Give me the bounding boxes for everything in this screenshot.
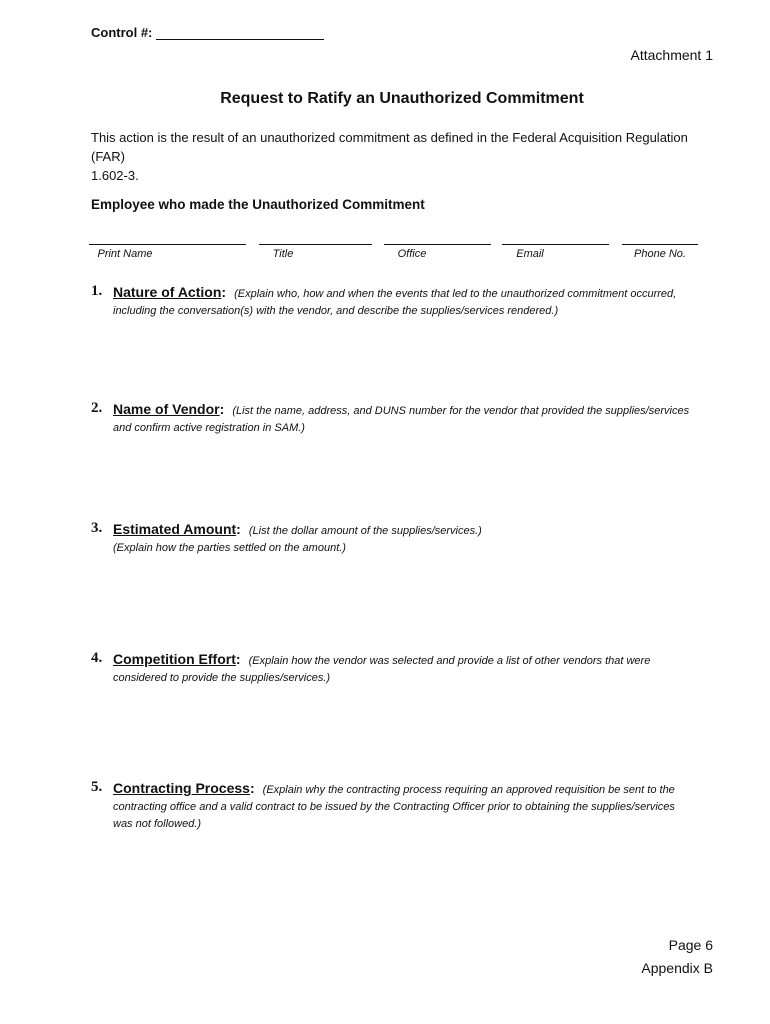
form-title: Request to Ratify an Unauthorized Commitment	[220, 90, 584, 107]
appendix-label: Appendix B	[641, 960, 713, 976]
intro-paragraph	[91, 128, 721, 185]
section-description-cont: including the conversation(s) with the vendor, and describe the supplies/services rendered.)	[113, 305, 559, 317]
section-label: Name of Vendor	[113, 401, 220, 417]
phone-label: Phone No.	[634, 248, 686, 260]
page-number: Page 6	[668, 937, 713, 953]
section-description-cont: (Explain how the parties settled on the amount.)	[113, 542, 346, 554]
section-competition-effort: 4. Competition Effort: (Explain how the vendor was selected and provide a list of other vendors that were considered to provide the supplies/services.)	[91, 651, 716, 687]
print-name-line	[89, 244, 246, 245]
email-label: Email	[516, 248, 544, 260]
section-number: 1.	[91, 283, 103, 299]
section-label: Nature of Action	[113, 284, 222, 300]
title-line	[259, 244, 372, 245]
title-label: Title	[272, 248, 294, 260]
section-number: 5.	[91, 779, 103, 795]
section-nature-of-action: 1. Nature of Action: (Explain who, how and when the events that led to the unauthorized commitment occurred, including the conversation(s) with the vendor, and describe the supplies/services rendered.)	[91, 284, 716, 320]
section-label: Competition Effort	[113, 651, 236, 667]
section-estimated-amount: 3. Estimated Amount: (List the dollar amount of the supplies/services.) (Explain how the parties settled on the amount.)	[91, 521, 716, 557]
section-description-cont: was not followed.)	[113, 818, 202, 830]
section-number: 4.	[91, 650, 103, 666]
employee-section-heading: Employee who made the Unauthorized Commitment	[91, 197, 425, 212]
section-label: Contracting Process	[113, 780, 250, 796]
section-number: 2.	[91, 400, 103, 416]
office-label: Office	[397, 248, 427, 260]
print-name-label: Print Name	[97, 248, 153, 260]
attachment-label: Attachment 1	[630, 47, 713, 63]
intro-line-1: This action is the result of an unauthorized commitment as defined in the Federal Acquisition Regulation (FAR)	[91, 130, 688, 164]
section-description: (Explain why the contracting process requiring an approved requisition be sent to the	[262, 784, 675, 796]
section-description-cont: considered to provide the supplies/services.)	[113, 672, 331, 684]
section-description: (Explain how the vendor was selected and provide a list of other vendors that were	[248, 655, 651, 667]
office-line	[384, 244, 491, 245]
control-number-blank	[156, 26, 324, 40]
section-description: (List the name, address, and DUNS number for the vendor that provided the supplies/services	[232, 405, 690, 417]
section-description-cont: and confirm active registration in SAM.)	[113, 422, 305, 434]
section-contracting-process: 5. Contracting Process: (Explain why the contracting process requiring an approved requisition be sent to the contracting office and a valid contract to be issued by the Contracting Officer prior to obtaining the supplies/services was not followed.)	[91, 780, 716, 833]
email-line	[502, 244, 609, 245]
control-number-label: Control #:	[91, 25, 153, 40]
section-label: Estimated Amount	[113, 521, 237, 537]
section-description-cont: contracting office and a valid contract to be issued by the Contracting Officer prior to obtaining the supplies/services	[113, 801, 675, 813]
phone-line	[622, 244, 698, 245]
section-description: (Explain who, how and when the events that led to the unauthorized commitment occurred,	[234, 288, 677, 300]
section-description: (List the dollar amount of the supplies/services.)	[248, 525, 482, 537]
section-number: 3.	[91, 520, 103, 536]
section-name-of-vendor: 2. Name of Vendor: (List the name, address, and DUNS number for the vendor that provided the supplies/services and confirm active registration in SAM.)	[91, 401, 716, 437]
intro-line-2: 1.602-3.	[91, 168, 139, 183]
control-number-field	[91, 25, 324, 40]
